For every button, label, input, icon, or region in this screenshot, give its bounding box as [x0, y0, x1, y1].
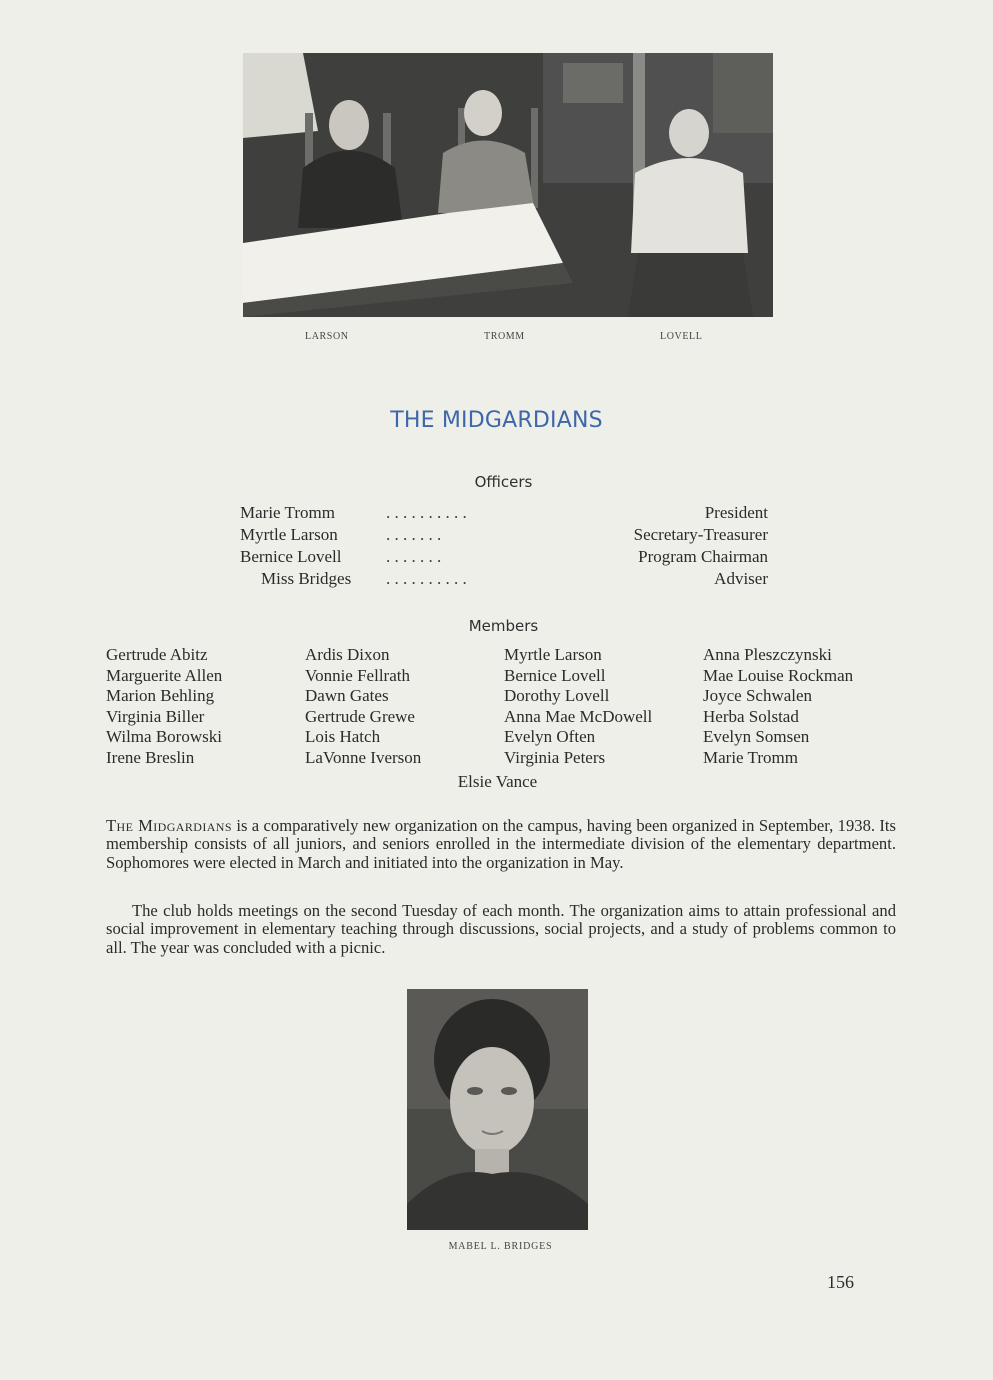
caption-lovell: LOVELL: [660, 331, 703, 342]
member-name: Joyce Schwalen: [703, 686, 813, 706]
member-name: Marie Tromm: [703, 747, 798, 767]
officer-role: Adviser: [714, 569, 768, 588]
page-number: 156: [827, 1272, 854, 1292]
officer-role: Secretary-Treasurer: [633, 525, 768, 544]
caption-tromm: TROMM: [484, 331, 525, 342]
member-name: Myrtle Larson: [504, 645, 602, 664]
member-name: Bernice Lovell: [504, 665, 606, 685]
officers-list: [240, 502, 768, 590]
member-name: Anna Mae McDowell: [504, 706, 653, 726]
member-name: Dorothy Lovell: [504, 686, 610, 706]
photo-captions: [243, 331, 773, 345]
member-name: Ardis Dixon: [305, 645, 390, 664]
leader-dots: . . . . . . .: [386, 525, 442, 544]
member-name: Mae Louise Rockman: [703, 665, 854, 685]
description-paragraph-2: The club holds meetings on the second Tuesday of each month. The organization aims to attain professional and social improvement in elementary teaching through discussions, social projects, and a study of problems common to all. The year was concluded with a picnic.: [106, 901, 896, 957]
member-name: Marguerite Allen: [106, 665, 223, 685]
officers-group-photo: [243, 53, 773, 317]
page-title: THE MIDGARDIANS: [390, 408, 603, 433]
member-last-line: [0, 772, 993, 792]
caption-larson: LARSON: [305, 331, 349, 342]
members-column-3: [504, 645, 652, 769]
officer-name: Miss Bridges: [261, 569, 352, 588]
officer-row: [240, 546, 768, 568]
portrait-caption-text: MABEL L. BRIDGES: [448, 1241, 553, 1252]
members-column-2: [305, 645, 421, 769]
officers-photo-image: [243, 53, 773, 317]
officer-role: President: [704, 503, 768, 522]
officer-name: Bernice Lovell: [240, 547, 342, 566]
leader-dots: . . . . . . . . . .: [386, 503, 467, 522]
member-name: Dawn Gates: [305, 686, 389, 706]
officer-row: [240, 568, 768, 590]
member-name: Gertrude Abitz: [106, 645, 208, 664]
member-name: Elsie Vance: [457, 772, 538, 791]
member-name: Wilma Borowski: [106, 727, 222, 747]
member-name: Herba Solstad: [703, 706, 799, 726]
member-name: LaVonne Iverson: [305, 747, 422, 767]
member-name: Vonnie Fellrath: [305, 665, 410, 685]
member-name: Marion Behling: [106, 686, 215, 706]
members-column-1: [106, 645, 222, 769]
member-name: Evelyn Often: [504, 727, 596, 747]
adviser-portrait-image: [407, 989, 588, 1230]
officer-row: [240, 524, 768, 546]
members-heading: Members: [468, 617, 539, 635]
adviser-portrait-photo: [407, 989, 588, 1230]
leader-dots: . . . . . . . . . .: [386, 569, 467, 588]
member-name: Virginia Peters: [504, 747, 606, 767]
officer-role: Program Chairman: [638, 547, 768, 566]
members-column-4: [703, 645, 853, 769]
member-name: Anna Pleszczynski: [703, 645, 832, 664]
member-name: Gertrude Grewe: [305, 706, 415, 726]
member-name: Lois Hatch: [305, 727, 381, 747]
officer-name: Marie Tromm: [240, 503, 335, 522]
portrait-caption: [0, 1241, 993, 1252]
member-name: Evelyn Somsen: [703, 727, 810, 747]
officers-heading: Officers: [474, 473, 533, 491]
officer-row: [240, 502, 768, 524]
member-name: Virginia Biller: [106, 706, 205, 726]
member-name: Irene Breslin: [106, 747, 195, 767]
leader-dots: . . . . . . .: [386, 547, 442, 566]
paragraph-1-text: is a comparatively new organization on the campus, having been organized in September, 1938. Its membership consists of all juniors, and seniors enrolled in the intermediate division of the elementary department. Sophomores were elected in March and initiated into the organization in May.: [106, 816, 897, 872]
description-paragraph-1: [106, 817, 896, 872]
officer-name: Myrtle Larson: [240, 525, 338, 544]
club-name-smallcaps: The Midgardians: [106, 816, 232, 835]
